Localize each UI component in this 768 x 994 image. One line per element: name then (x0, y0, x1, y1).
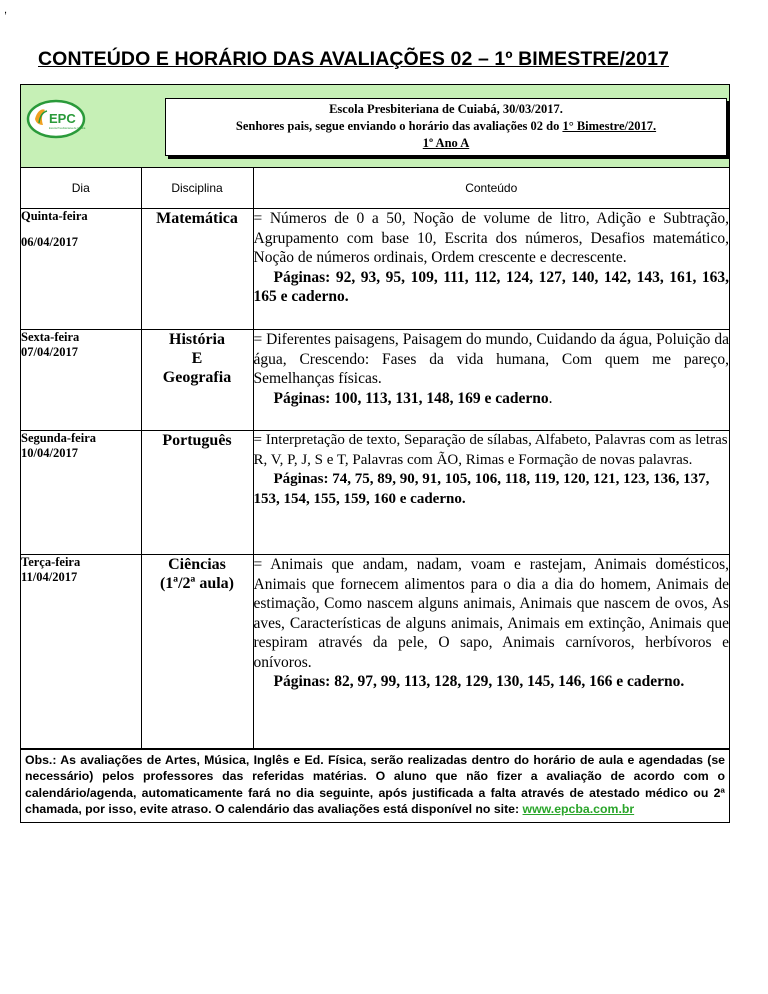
content-text: = Diferentes paisagens, Paisagem do mundo, Cuidando da água, Poluição da água, Crescendo: Fases da vida humana, Com quem me pareço, Semelhanças físicas. (253, 331, 729, 387)
table-row (21, 330, 729, 431)
subject-line: E (191, 350, 203, 367)
table-row (21, 209, 729, 330)
day-cell (21, 555, 141, 749)
notice-prefix: Senhores pais, segue enviando o horário das avaliações 02 do (235, 119, 563, 133)
school-website-link[interactable]: www.epcba.com.br (522, 802, 635, 817)
content-cell (253, 330, 729, 431)
subject-line: Geografia (162, 369, 232, 386)
page-title: CONTEÚDO E HORÁRIO DAS AVALIAÇÕES 02 – 1º BIMESTRE/2017 (38, 48, 669, 70)
table-row (21, 555, 729, 749)
pages-text: Páginas: 74, 75, 89, 90, 91, 105, 106, 118, 119, 120, 121, 123, 136, 137, 153, 154, 155, 159, 160 e caderno. (253, 471, 710, 507)
subject-cell (141, 555, 253, 749)
content-text: = Números de 0 a 50, Noção de volume de litro, Adição e Subtração, Agrupamento com base 10, Escrita dos números, Desafios matemático, Noção de números ordinais, Ordem crescente e decrescente. (253, 210, 729, 266)
weekday: Quinta-feira (21, 209, 88, 223)
content-cell (253, 555, 729, 749)
bimester-label: 1° Bimestre/2017. (562, 119, 657, 133)
pages-line (254, 389, 730, 409)
content-text: = Animais que andam, nadam, voam e rastejam, Animais domésticos, Animais que fornecem alimentos para o dia a dia do homem, Animais de estimação, Como nascem alguns animais, Animais que nascem de ovos, As aves, Características de alguns animais, Animais em extinção, Animais que respiram através da pele, O sapo, Animais carnívoros, herbívoros e onívoros. (253, 556, 729, 671)
column-header-day: Dia (21, 168, 141, 209)
school-logo (26, 99, 86, 139)
subject-line: Ciências (168, 556, 226, 573)
subject-cell (141, 209, 253, 330)
subject-line: História (169, 331, 225, 348)
day-cell (21, 431, 141, 555)
logo-text: EPC (49, 111, 76, 126)
schedule-document (20, 84, 730, 823)
content-text: = Interpretação de texto, Separação de sílabas, Alfabeto, Palavras com as letras R, V, P, J, S e T, Palavras com ÃO, Rimas e Formação de novas palavras. (253, 432, 728, 468)
column-header-content: Conteúdo (253, 168, 729, 209)
table-header-row (21, 168, 729, 209)
pages-text: Páginas: 82, 97, 99, 113, 128, 129, 130, 145, 146, 166 e caderno. (273, 673, 685, 690)
content-cell (253, 431, 729, 555)
day-cell (21, 209, 141, 330)
parents-notice-line (166, 118, 726, 135)
weekday: Segunda-feira (21, 431, 96, 445)
school-date-line: Escola Presbiteriana de Cuiabá, 30/03/2017. (329, 102, 563, 116)
logo-tagline: Escola Presbiteriana de Cuiabá (49, 127, 86, 130)
observation-note (21, 749, 729, 822)
subject-cell (141, 431, 253, 555)
date: 11/04/2017 (21, 570, 78, 584)
date: 07/04/2017 (21, 345, 78, 359)
subject-cell (141, 330, 253, 431)
day-cell (21, 330, 141, 431)
observation-text: Obs.: As avaliações de Artes, Música, Inglês e Ed. Física, serão realizadas dentro do horário de aula e agendadas (se necessário) pelos professores das referidas matérias. O aluno que não fizer a avaliação de acordo com o calendário/agenda, automaticamente fará no dia seguinte, após justificada a falta através de atestado médico ou 2ª chamada, por isso, evite atraso. O calendário das avaliações está disponível no site: (25, 753, 725, 817)
subject: Matemática (156, 210, 238, 227)
date: 10/04/2017 (21, 446, 78, 460)
table-row (21, 431, 729, 555)
header-band (21, 85, 729, 168)
class-label: 1º Ano A (422, 136, 470, 150)
pages-text: Páginas: 100, 113, 131, 148, 169 e caderno (273, 389, 549, 407)
pages-text: Páginas: 92, 93, 95, 109, 111, 112, 124, 127, 140, 142, 143, 161, 163, 165 e caderno. (253, 268, 729, 305)
date: 06/04/2017 (21, 235, 78, 249)
subject-line: (1ª/2ª aula) (159, 575, 235, 592)
weekday: Terça-feira (21, 555, 81, 569)
subject: Português (162, 432, 232, 449)
corner-mark: , (4, 4, 8, 16)
schedule-table (21, 168, 729, 749)
school-info-box (165, 98, 727, 156)
pages-tail: . (548, 389, 553, 407)
weekday: Sexta-feira (21, 330, 80, 344)
column-header-subject: Disciplina (141, 168, 253, 209)
content-cell (253, 209, 729, 330)
